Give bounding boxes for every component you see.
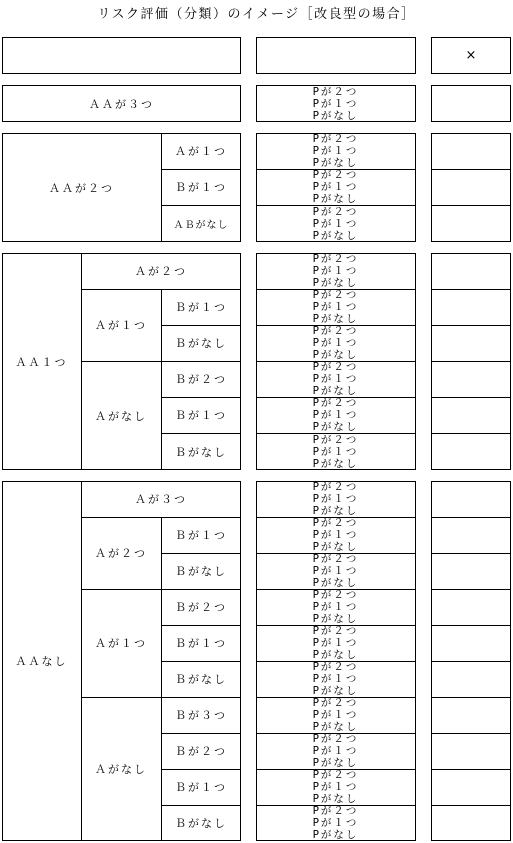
p-line: Pが２つ bbox=[312, 325, 359, 337]
p-line: Pがなし bbox=[312, 229, 359, 242]
p-line: Pがなし bbox=[312, 421, 359, 433]
group-aa0-a1-row-label: Ｂが１つ bbox=[175, 637, 227, 650]
p-line: Pが１つ bbox=[312, 601, 359, 613]
group-aa2-row-label: Ａが１つ bbox=[175, 145, 227, 158]
group-aa0-a2-row-label: Ｂがなし bbox=[175, 565, 227, 578]
p-line: Pが２つ bbox=[312, 625, 359, 637]
p-line: Pがなし bbox=[312, 385, 359, 397]
p-line: Pがなし bbox=[312, 193, 359, 205]
group-aa1-a1-label: Ａが１つ bbox=[95, 319, 147, 332]
p-line: Pが２つ bbox=[312, 661, 359, 673]
group-aa1-a0-label: Ａがなし bbox=[95, 409, 147, 423]
p-line: Pが２つ bbox=[312, 517, 359, 529]
x-mark: × bbox=[465, 48, 477, 63]
p-line: Pが１つ bbox=[312, 145, 359, 157]
p-line: Pが２つ bbox=[312, 253, 359, 265]
p-cell bbox=[256, 205, 415, 242]
p-cell bbox=[256, 589, 415, 625]
p-line: Pがなし bbox=[312, 577, 359, 589]
header-middle-cell bbox=[256, 37, 416, 74]
group-aa0-a1-label: Ａが１つ bbox=[95, 637, 147, 650]
p-line: Pが２つ bbox=[312, 433, 359, 446]
group-aa3-result-box bbox=[431, 85, 511, 122]
p-line: Pがなし bbox=[312, 757, 359, 769]
p-cell bbox=[256, 289, 415, 325]
group-aa0-a0-label: Ａがなし bbox=[95, 763, 147, 776]
p-line: Pがなし bbox=[312, 349, 359, 361]
p-line: Pがなし bbox=[312, 313, 359, 325]
p-line: Pが１つ bbox=[312, 337, 359, 349]
p-line: Pが２つ bbox=[312, 589, 359, 601]
p-cell bbox=[256, 661, 415, 697]
p-line: Pが２つ bbox=[312, 481, 359, 493]
p-cell bbox=[256, 625, 415, 661]
p-cell bbox=[256, 805, 415, 841]
group-aa0-label: ＡＡなし bbox=[15, 655, 68, 668]
p-line: Pがなし bbox=[312, 613, 359, 625]
group-aa0-a0-row-label: Ｂが１つ bbox=[175, 781, 227, 794]
p-cell bbox=[256, 85, 415, 122]
p-line: Pが１つ bbox=[312, 565, 359, 577]
p-line: Pが１つ bbox=[312, 265, 359, 277]
p-line: Pがなし bbox=[312, 829, 359, 841]
p-line: Pが１つ bbox=[312, 745, 359, 757]
p-cell bbox=[256, 133, 415, 169]
group-aa0-a0-row-label: Ｂが２つ bbox=[175, 745, 227, 758]
p-line: Pが１つ bbox=[312, 709, 359, 721]
p-line: Pが２つ bbox=[312, 397, 359, 409]
group-aa1-a1-row-label: Ｂがなし bbox=[175, 337, 227, 350]
p-line: Pが２つ bbox=[312, 769, 359, 781]
p-line: Pが２つ bbox=[312, 553, 359, 565]
p-line: Pが２つ bbox=[312, 205, 359, 218]
p-line: Pが２つ bbox=[312, 733, 359, 745]
p-line: Pがなし bbox=[312, 457, 359, 470]
p-line: Pがなし bbox=[312, 541, 359, 553]
p-line: Pが１つ bbox=[312, 529, 359, 541]
group-aa1-a0-row-label: Ｂがなし bbox=[175, 445, 227, 459]
group-aa3-label: ＡＡが３つ bbox=[89, 97, 154, 111]
group-aa1-a2-label: Ａが２つ bbox=[135, 265, 187, 278]
group-aa2-result-box bbox=[431, 133, 511, 242]
p-line: Pがなし bbox=[312, 685, 359, 697]
group-aa2-label: ＡＡが２つ bbox=[49, 181, 114, 195]
p-cell bbox=[256, 517, 415, 553]
p-cell bbox=[256, 397, 415, 433]
group-aa2-row-label: ＡＢがなし bbox=[173, 220, 229, 231]
p-line: Pが１つ bbox=[312, 493, 359, 505]
p-line: Pが２つ bbox=[312, 85, 359, 98]
p-line: Pがなし bbox=[312, 649, 359, 661]
p-line: Pが１つ bbox=[312, 409, 359, 421]
p-line: Pが１つ bbox=[312, 817, 359, 829]
p-cell bbox=[256, 325, 415, 361]
group-aa0-a0-row-label: Ｂが３つ bbox=[175, 709, 227, 722]
group-aa0-a1-row-label: Ｂが２つ bbox=[175, 601, 227, 614]
group-aa1-label: ＡＡ１つ bbox=[15, 355, 68, 369]
p-line: Pが１つ bbox=[312, 301, 359, 313]
group-aa1-a0-row-label: Ｂが２つ bbox=[175, 373, 227, 386]
group-aa1-a1-row-label: Ｂが１つ bbox=[175, 301, 227, 314]
p-line: Pがなし bbox=[312, 505, 359, 517]
p-cell bbox=[256, 361, 415, 397]
p-line: Pが２つ bbox=[312, 805, 359, 817]
p-line: Pがなし bbox=[312, 793, 359, 805]
p-cell bbox=[256, 433, 415, 470]
group-aa0-a3-label: Ａが３つ bbox=[135, 493, 187, 506]
p-line: Pが２つ bbox=[312, 697, 359, 709]
p-cell bbox=[256, 697, 415, 733]
group-aa0-a1-row-label: Ｂがなし bbox=[175, 673, 227, 686]
p-line: Pが１つ bbox=[312, 637, 359, 649]
group-aa2-row-label: Ｂが１つ bbox=[175, 181, 227, 194]
p-line: Pが２つ bbox=[312, 169, 359, 181]
p-line: Pが２つ bbox=[312, 133, 359, 145]
p-line: Pが１つ bbox=[312, 673, 359, 685]
p-cell bbox=[256, 253, 415, 289]
p-line: Pが１つ bbox=[312, 181, 359, 193]
page-title: リスク評価（分類）のイメージ［改良型の場合］ bbox=[97, 7, 416, 22]
p-line: Pが１つ bbox=[312, 373, 359, 385]
header-left-cell bbox=[2, 37, 241, 74]
p-line: Pが１つ bbox=[312, 781, 359, 793]
p-line: Pが１つ bbox=[312, 445, 359, 458]
group-aa0-a2-row-label: Ｂが１つ bbox=[175, 529, 227, 542]
p-cell bbox=[256, 553, 415, 589]
p-line: Pがなし bbox=[312, 109, 359, 122]
p-line: Pが１つ bbox=[312, 97, 359, 110]
p-line: Pがなし bbox=[312, 277, 359, 289]
p-line: Pが２つ bbox=[312, 289, 359, 301]
p-cell bbox=[256, 769, 415, 805]
p-cell bbox=[256, 169, 415, 205]
p-cell bbox=[256, 733, 415, 769]
p-line: Pがなし bbox=[312, 157, 359, 169]
p-cell bbox=[256, 481, 415, 517]
group-aa1-a0-row-label: Ｂが１つ bbox=[175, 409, 227, 422]
p-line: Pが２つ bbox=[312, 361, 359, 373]
p-line: Pが１つ bbox=[312, 217, 359, 230]
group-aa0-a2-label: Ａが２つ bbox=[95, 547, 147, 560]
group-aa0-a0-row-label: Ｂがなし bbox=[175, 817, 227, 830]
p-line: Pがなし bbox=[312, 721, 359, 733]
